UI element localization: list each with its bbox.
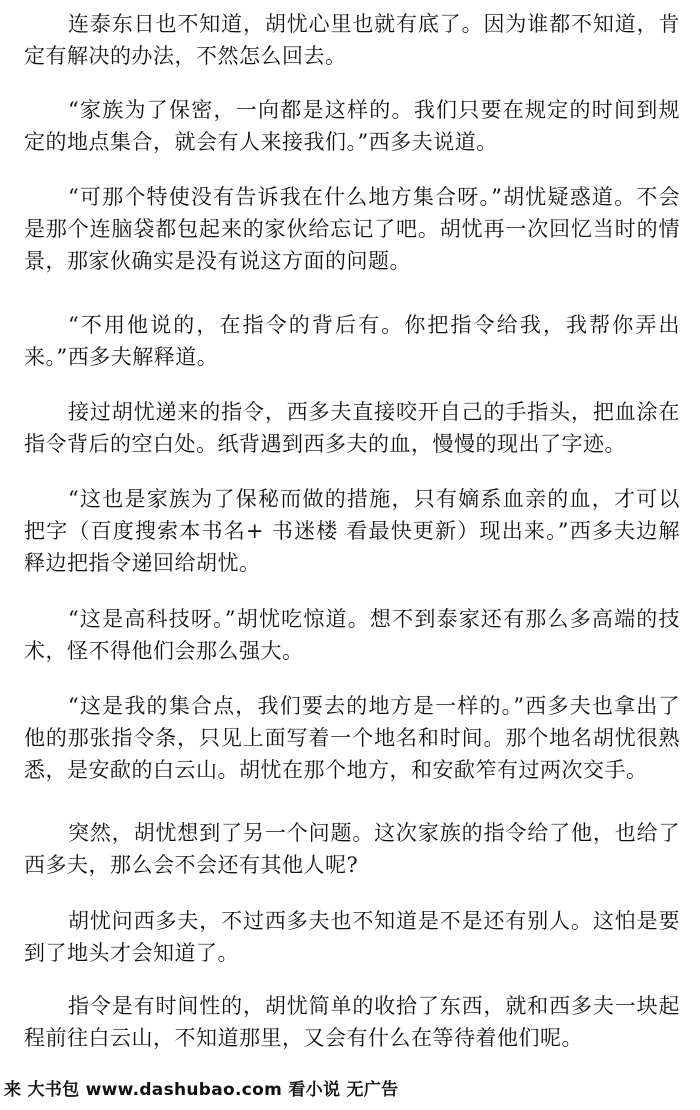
paragraph-11: 指令是有时间性的，胡忧简单的收拾了东西，就和西多夫一块起程前往白云山，不知道那里，又会有什么在等待着他们呢。 bbox=[24, 994, 680, 1050]
paragraph-5: 接过胡忧递来的指令，西多夫直接咬开自己的手指头，把血涂在指令背后的空白处。纸背遇到西多夫的血，慢慢的现出了字迹。 bbox=[24, 400, 680, 456]
paragraph-9: 突然，胡忧想到了另一个问题。这次家族的指令给了他，也给了西多夫，那么会不会还有其他人呢? bbox=[24, 821, 680, 877]
paragraph-1: 连泰东日也不知道，胡忧心里也就有底了。因为谁都不知道，肯定有解决的办法，不然怎么回去。 bbox=[24, 12, 680, 68]
paragraph-8: “这是我的集合点，我们要去的地方是一样的。”西多夫也拿出了他的那张指令条，只见上面写着一个地名和时间。那个地名胡忧很熟悉，是安歃的白云山。胡忧在那个地方，和安歃笮有过两次交手。 bbox=[24, 694, 680, 782]
site-footer-watermark: 来 大书包 www.dashubao.com 看小说 无广告 bbox=[4, 1080, 399, 1100]
paragraph-2: “家族为了保密，一向都是这样的。我们只要在规定的时间到规定的地点集合，就会有人来接我们。”西多夫说道。 bbox=[24, 98, 680, 154]
paragraph-4: “不用他说的，在指令的背后有。你把指令给我，我帮你弄出来。”西多夫解释道。 bbox=[24, 313, 680, 369]
paragraph-3: “可那个特使没有告诉我在什么地方集合呀。”胡忧疑惑道。不会是那个连脑袋都包起来的家伙给忘记了吧。胡忧再一次回忆当时的情景，那家伙确实是没有说这方面的问题。 bbox=[24, 185, 680, 273]
paragraph-6: “这也是家族为了保秘而做的措施，只有嫡系血亲的血，才可以把字（百度搜索本书名+ 书迷楼 看最快更新）现出来。”西多夫边解释边把指令递回给胡忧。 bbox=[24, 487, 680, 575]
paragraph-10: 胡忧问西多夫，不过西多夫也不知道是不是还有别人。这怕是要到了地头才会知道了。 bbox=[24, 909, 680, 965]
paragraph-7: “这是高科技呀。”胡忧吃惊道。想不到泰家还有那么多高端的技术，怪不得他们会那么强大。 bbox=[24, 607, 680, 663]
